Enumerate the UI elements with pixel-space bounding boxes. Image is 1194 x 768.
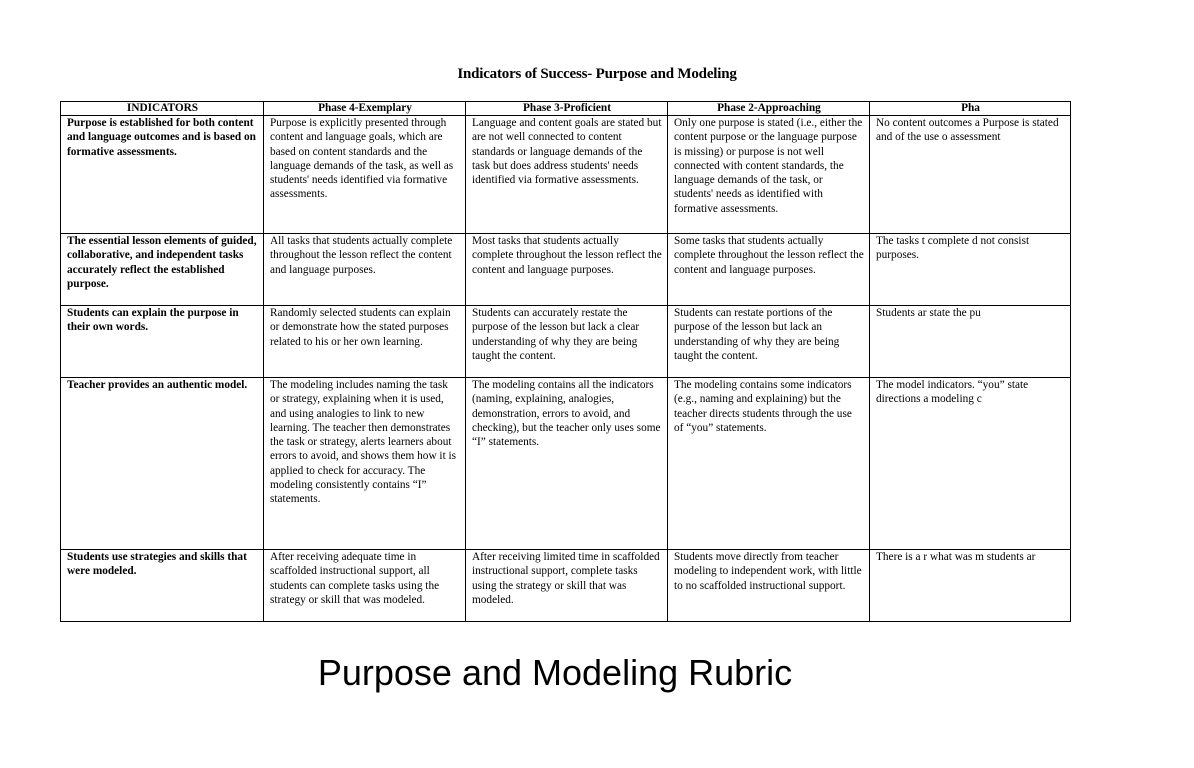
table-cell: There is a r what was m students ar [870,550,1071,622]
table-cell: No content outcomes a Purpose is stated and of the use o assessment [870,116,1071,234]
table-cell: Students can accurately restate the purpose of the lesson but lack a clear understanding of why they are being taught the content. [466,306,668,378]
table-cell: Purpose is explicitly presented through content and language goals, which are based on content standards and the language demands of the task, as well as students' needs identified via formative assessments. [264,116,466,234]
rubric-table-container [60,101,1059,622]
indicator-cell: The essential lesson elements of guided, collaborative, and independent tasks accurately reflect the established purpose. [61,234,264,306]
table-row [61,234,1071,306]
table-cell: After receiving adequate time in scaffolded instructional support, all students can complete tasks using the strategy or skill that was modeled. [264,550,466,622]
rubric-table [60,101,1071,622]
table-cell: The modeling contains all the indicators (naming, explaining, analogies, demonstration, errors to avoid, and checking), but the teacher only uses some “I” statements. [466,378,668,550]
table-row [61,116,1071,234]
column-header: Phase 3-Proficient [466,102,668,116]
table-cell: Only one purpose is stated (i.e., either the content purpose or the language purpose is missing) or purpose is not well connected with content standards, the language demands of the task, or students' needs as identified with formative assessments. [668,116,870,234]
table-cell: Students ar state the pu [870,306,1071,378]
document-title: Indicators of Success- Purpose and Modeling [457,66,737,82]
table-cell: After receiving limited time in scaffolded instructional support, complete tasks using the strategy or skill that was modeled. [466,550,668,622]
table-cell: Some tasks that students actually complete throughout the lesson reflect the content and language purposes. [668,234,870,306]
table-cell: The modeling includes naming the task or strategy, explaining when it is used, and using analogies to link to new learning. The teacher then demonstrates the task or strategy, alerts learners about errors to avoid, and shows them how it is applied to check for accuracy. The modeling consistently contains “I” statements. [264,378,466,550]
table-cell: The model indicators. “you” state directions a modeling c [870,378,1071,550]
table-cell: Students can restate portions of the purpose of the lesson but lack an understanding of why they are being taught the content. [668,306,870,378]
indicator-cell: Students can explain the purpose in their own words. [61,306,264,378]
table-row [61,550,1071,622]
table-cell: Randomly selected students can explain or demonstrate how the stated purposes related to his or her own learning. [264,306,466,378]
table-cell: Language and content goals are stated but are not well connected to content standards or language demands of the task but does address students' needs identified via formative assessments. [466,116,668,234]
table-cell: Students move directly from teacher modeling to independent work, with little to no scaffolded instructional support. [668,550,870,622]
table-header-row [61,102,1071,116]
column-header: INDICATORS [61,102,264,116]
indicator-cell: Students use strategies and skills that were modeled. [61,550,264,622]
column-header: Phase 2-Approaching [668,102,870,116]
table-row [61,378,1071,550]
table-cell: All tasks that students actually complete throughout the lesson reflect the content and language purposes. [264,234,466,306]
table-cell: The tasks t complete d not consist purposes. [870,234,1071,306]
table-row [61,306,1071,378]
slide-caption: Purpose and Modeling Rubric [317,652,793,693]
table-cell: The modeling contains some indicators (e.g., naming and explaining) but the teacher directs students through the use of “you” statements. [668,378,870,550]
table-cell: Most tasks that students actually complete throughout the lesson reflect the content and language purposes. [466,234,668,306]
indicator-cell: Purpose is established for both content and language outcomes and is based on formative assessments. [61,116,264,234]
indicator-cell: Teacher provides an authentic model. [61,378,264,550]
column-header: Pha [870,102,1071,116]
column-header: Phase 4-Exemplary [264,102,466,116]
